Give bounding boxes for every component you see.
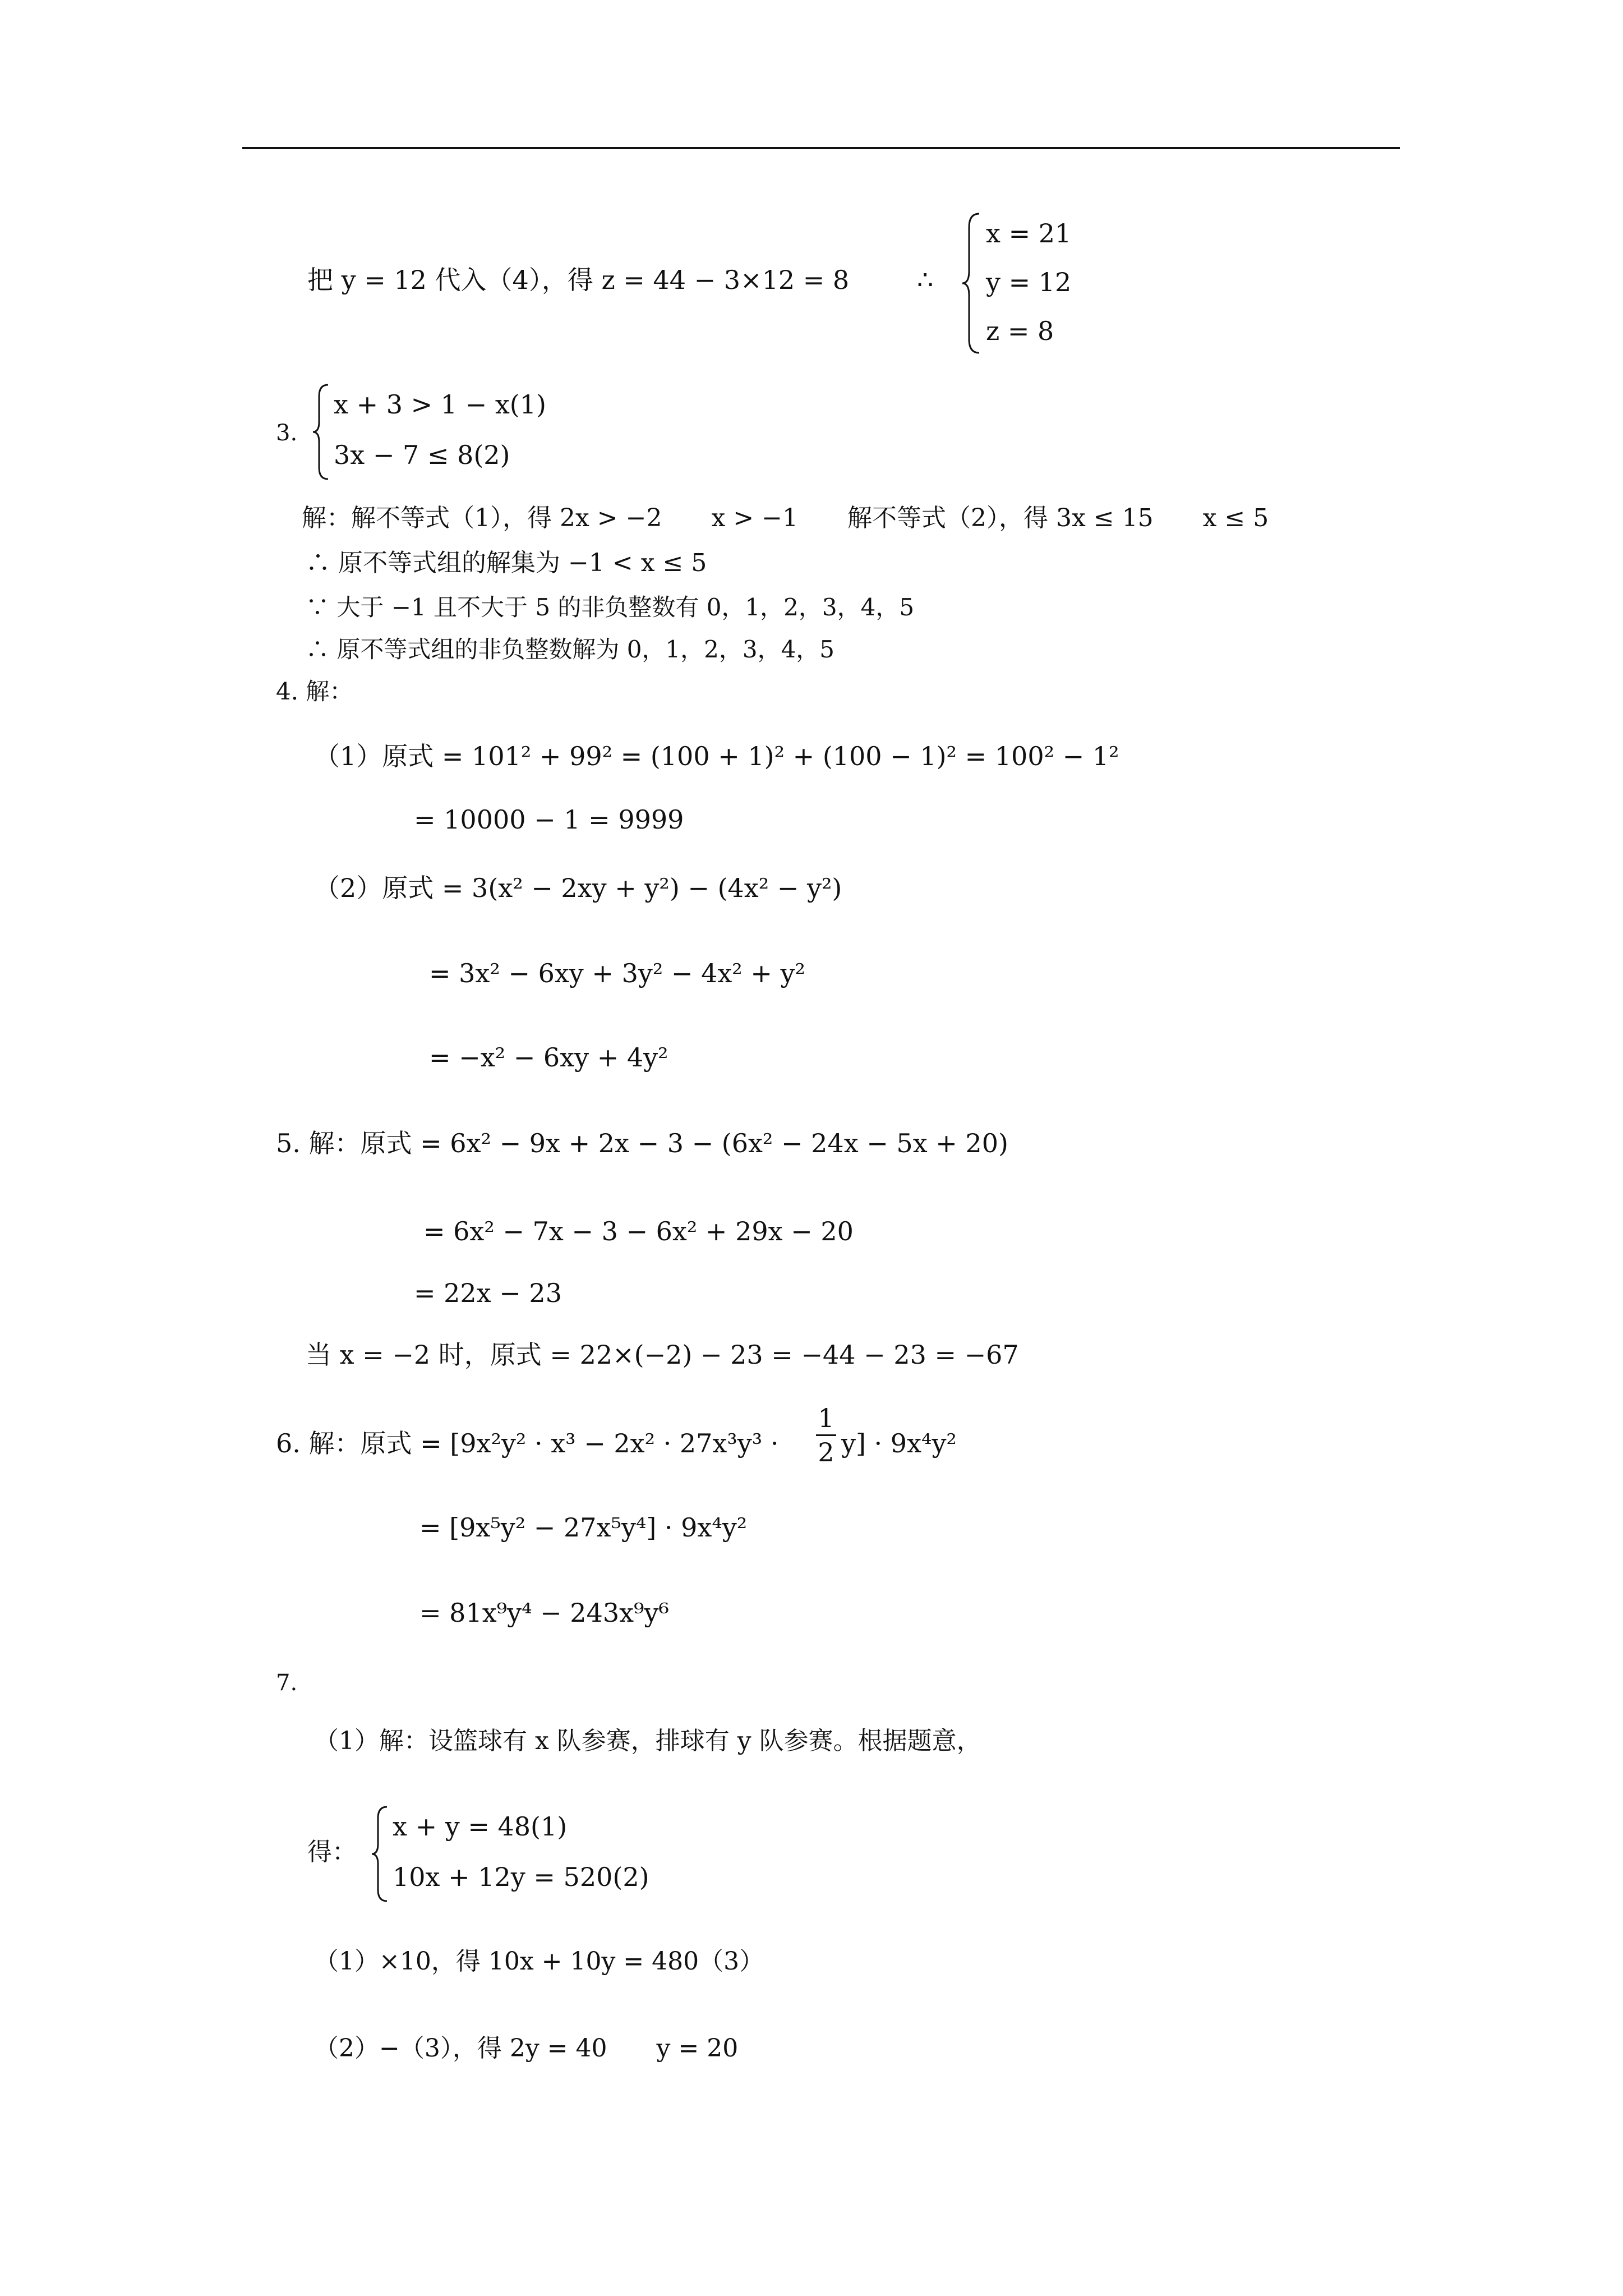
s5-line-4: 当 x = −2 时，原式 = 22×(−2) − 23 = −44 − 23 = −67 — [306, 1340, 1019, 1370]
system-row: 3x − 7 ≤ 8(2) — [334, 440, 510, 470]
system-row: y = 12 — [986, 267, 1072, 297]
s4-part1-line2: = 10000 − 1 = 9999 — [414, 804, 684, 835]
s7-line-3: （2）−（3），得 2y = 40 y = 20 — [314, 2034, 739, 2063]
s7-line-1: （1）解：设篮球有 x 队参赛，排球有 y 队参赛。根据题意， — [314, 1727, 981, 1755]
s6-line-1b: y] · 9x⁴y² — [841, 1428, 957, 1458]
s4-part2-line2: = 3x² − 6xy + 3y² − 4x² + y² — [429, 958, 805, 988]
therefore-symbol: ∴ — [917, 265, 934, 295]
left-brace-icon — [311, 381, 331, 482]
fraction-one-half — [816, 1405, 836, 1465]
s3-line-1: 解：解不等式（1），得 2x > −2 x > −1 解不等式（2），得 3x ≤ 15 x ≤ 5 — [302, 504, 1269, 532]
system-row: x + y = 48(1) — [393, 1811, 568, 1842]
left-brace-icon — [960, 210, 983, 356]
s5-line-3: = 22x − 23 — [414, 1278, 562, 1308]
problem-number: 4. 解： — [276, 678, 353, 705]
s4-part1-line1: （1）原式 = 101² + 99² = (100 + 1)² + (100 − 1)² = 100² − 1² — [314, 741, 1119, 771]
s4-part2-line1: （2）原式 = 3(x² − 2xy + y²) − (4x² − y²) — [314, 873, 842, 903]
system-row: z = 8 — [986, 316, 1054, 346]
s3-line-2: ∴ 原不等式组的解集为 −1 < x ≤ 5 — [306, 549, 707, 577]
s6-line-1a: 6. 解：原式 = [9x²y² · x³ − 2x² · 27x³y³ · — [276, 1428, 779, 1458]
s3-line-4: ∴ 原不等式组的非负整数解为 0，1，2，3，4，5 — [306, 636, 835, 663]
equation-system — [370, 1803, 763, 1904]
system-row: 10x + 12y = 520(2) — [393, 1862, 649, 1892]
problem-number: 3. — [276, 420, 298, 446]
system-row: x + 3 > 1 − x(1) — [334, 389, 546, 420]
solution-system — [960, 210, 1128, 356]
s5-line-2: = 6x² − 7x − 3 − 6x² + 29x − 20 — [423, 1216, 854, 1246]
fraction-numerator: 1 — [818, 1403, 834, 1433]
problem-number: 7. — [276, 1670, 298, 1696]
system-row: x = 21 — [986, 218, 1072, 249]
s4-part2-line3: = −x² − 6xy + 4y² — [429, 1042, 668, 1073]
fraction-bar — [816, 1434, 836, 1436]
left-brace-icon — [370, 1803, 390, 1904]
s7-de-label: 得： — [307, 1838, 357, 1866]
s3-line-3: ∵ 大于 −1 且不大于 5 的非负整数有 0，1，2，3，4，5 — [306, 593, 915, 621]
fraction-denominator: 2 — [818, 1437, 834, 1467]
s6-line-2: = [9x⁵y² − 27x⁵y⁴] · 9x⁴y² — [419, 1512, 748, 1543]
s2-line: 把 y = 12 代入（4），得 z = 44 − 3×12 = 8 — [307, 265, 850, 295]
header-rule — [242, 147, 1400, 149]
inequality-system — [311, 381, 592, 482]
s7-line-2: （1）×10，得 10x + 10y = 480（3） — [314, 1947, 764, 1976]
s5-line-1: 5. 解：原式 = 6x² − 9x + 2x − 3 − (6x² − 24x − 5x + 20) — [276, 1128, 1008, 1158]
s6-line-3: = 81x⁹y⁴ − 243x⁹y⁶ — [419, 1598, 669, 1628]
